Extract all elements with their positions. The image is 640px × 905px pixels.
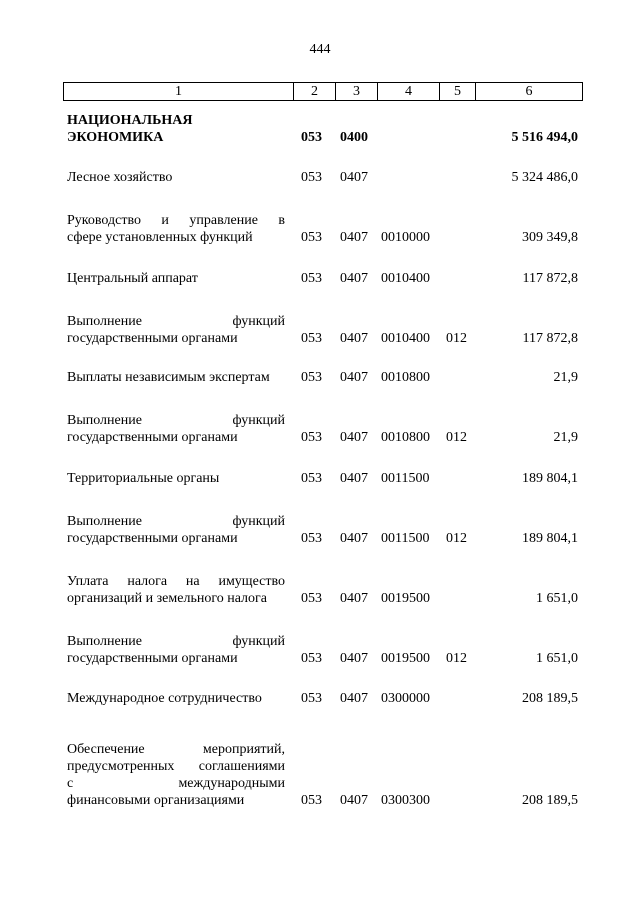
row-name — [67, 741, 285, 809]
cell-c3: 0407 — [340, 531, 368, 546]
table-row — [0, 633, 640, 667]
cell-c3: 0407 — [340, 471, 368, 486]
cell-c2: 053 — [301, 471, 322, 486]
page-number: 444 — [309, 42, 331, 57]
cell-c4: 0010400 — [381, 271, 430, 286]
cell-c3: 0407 — [340, 651, 368, 666]
table-row — [0, 369, 640, 386]
cell-c5: 012 — [446, 430, 467, 445]
cell-c3: 0400 — [340, 130, 368, 145]
cell-c2: 053 — [301, 691, 322, 706]
cell-c2: 053 — [301, 170, 322, 185]
cell-c2: 053 — [301, 370, 322, 385]
row-name-line: государственными органами — [67, 651, 238, 666]
header-col-4: 4 — [378, 83, 440, 100]
cell-c6: 21,9 — [553, 430, 578, 445]
cell-c4: 0010400 — [381, 331, 430, 346]
row-name-line: Обеспечение мероприятий, — [67, 742, 285, 757]
cell-c2: 053 — [301, 271, 322, 286]
row-name-line: Уплата налога на имущество — [67, 574, 285, 589]
cell-c3: 0407 — [340, 591, 368, 606]
row-name-line: Выполнение функций — [67, 314, 285, 329]
cell-c6: 1 651,0 — [536, 591, 578, 606]
row-name — [67, 112, 285, 146]
row-name — [67, 412, 285, 446]
cell-c2: 053 — [301, 591, 322, 606]
row-name-line: ЭКОНОМИКА — [67, 130, 164, 145]
header-col-3: 3 — [336, 83, 378, 100]
table-row — [0, 470, 640, 487]
table-header — [63, 82, 583, 101]
row-name — [67, 369, 285, 386]
cell-c2: 053 — [301, 230, 322, 245]
cell-c6: 309 349,8 — [522, 230, 578, 245]
row-name-line: Территориальные органы — [67, 471, 220, 486]
cell-c4: 0019500 — [381, 591, 430, 606]
cell-c6: 189 804,1 — [522, 471, 578, 486]
cell-c4: 0010800 — [381, 430, 430, 445]
row-name-line: с международными — [67, 776, 285, 791]
cell-c2: 053 — [301, 331, 322, 346]
cell-c6: 5 516 494,0 — [511, 130, 578, 145]
row-name-line: государственными органами — [67, 331, 238, 346]
cell-c4: 0011500 — [381, 471, 430, 486]
cell-c2: 053 — [301, 793, 322, 808]
row-name — [67, 513, 285, 547]
cell-c3: 0407 — [340, 271, 368, 286]
cell-c3: 0407 — [340, 793, 368, 808]
row-name-line: Выплаты независимым экспертам — [67, 370, 270, 385]
cell-c2: 053 — [301, 130, 322, 145]
row-name — [67, 270, 285, 287]
row-name-line: организаций и земельного налога — [67, 591, 267, 606]
cell-c6: 1 651,0 — [536, 651, 578, 666]
row-name-line: предусмотренных соглашениями — [67, 759, 285, 774]
row-name-line: финансовыми организациями — [67, 793, 245, 808]
row-name-line: сфере установленных функций — [67, 230, 253, 245]
cell-c2: 053 — [301, 531, 322, 546]
cell-c3: 0407 — [340, 230, 368, 245]
table-row — [0, 212, 640, 246]
row-name-line: Выполнение функций — [67, 413, 285, 428]
cell-c4: 0300300 — [381, 793, 430, 808]
row-name — [67, 313, 285, 347]
row-name-line: Выполнение функций — [67, 514, 285, 529]
table-row — [0, 741, 640, 809]
cell-c5: 012 — [446, 651, 467, 666]
cell-c4: 0300000 — [381, 691, 430, 706]
row-name — [67, 212, 285, 246]
cell-c3: 0407 — [340, 170, 368, 185]
table-row — [0, 313, 640, 347]
row-name — [67, 633, 285, 667]
cell-c4: 0011500 — [381, 531, 430, 546]
cell-c6: 117 872,8 — [522, 271, 578, 286]
cell-c3: 0407 — [340, 430, 368, 445]
cell-c4: 0010000 — [381, 230, 430, 245]
row-name — [67, 690, 285, 707]
header-col-2: 2 — [294, 83, 336, 100]
cell-c2: 053 — [301, 651, 322, 666]
cell-c6: 117 872,8 — [522, 331, 578, 346]
table-row — [0, 412, 640, 446]
row-name-line: Руководство и управление в — [67, 213, 285, 228]
row-name — [67, 169, 285, 186]
cell-c3: 0407 — [340, 691, 368, 706]
row-name-line: государственными органами — [67, 531, 238, 546]
header-col-6: 6 — [525, 84, 533, 99]
row-name — [67, 573, 285, 607]
cell-c6: 208 189,5 — [522, 793, 578, 808]
cell-c3: 0407 — [340, 370, 368, 385]
cell-c3: 0407 — [340, 331, 368, 346]
cell-c6: 208 189,5 — [522, 691, 578, 706]
row-name-line: Центральный аппарат — [67, 271, 198, 286]
row-name — [67, 470, 285, 487]
row-name-line: НАЦИОНАЛЬНАЯ — [67, 113, 193, 128]
cell-c6: 21,9 — [553, 370, 578, 385]
header-col-1: 1 — [64, 83, 294, 100]
table-row — [0, 270, 640, 287]
cell-c4: 0019500 — [381, 651, 430, 666]
row-name-line: государственными органами — [67, 430, 238, 445]
table-row — [0, 573, 640, 607]
cell-c5: 012 — [446, 531, 467, 546]
cell-c2: 053 — [301, 430, 322, 445]
row-name-line: Лесное хозяйство — [67, 170, 173, 185]
table-row — [0, 513, 640, 547]
row-name-line: Международное сотрудничество — [67, 691, 262, 706]
cell-c6: 189 804,1 — [522, 531, 578, 546]
table-row — [0, 169, 640, 186]
table-row — [0, 690, 640, 707]
cell-c5: 012 — [446, 331, 467, 346]
table-row — [0, 112, 640, 146]
header-col-5: 5 — [440, 83, 476, 100]
row-name-line: Выполнение функций — [67, 634, 285, 649]
cell-c4: 0010800 — [381, 370, 430, 385]
cell-c6: 5 324 486,0 — [511, 170, 578, 185]
